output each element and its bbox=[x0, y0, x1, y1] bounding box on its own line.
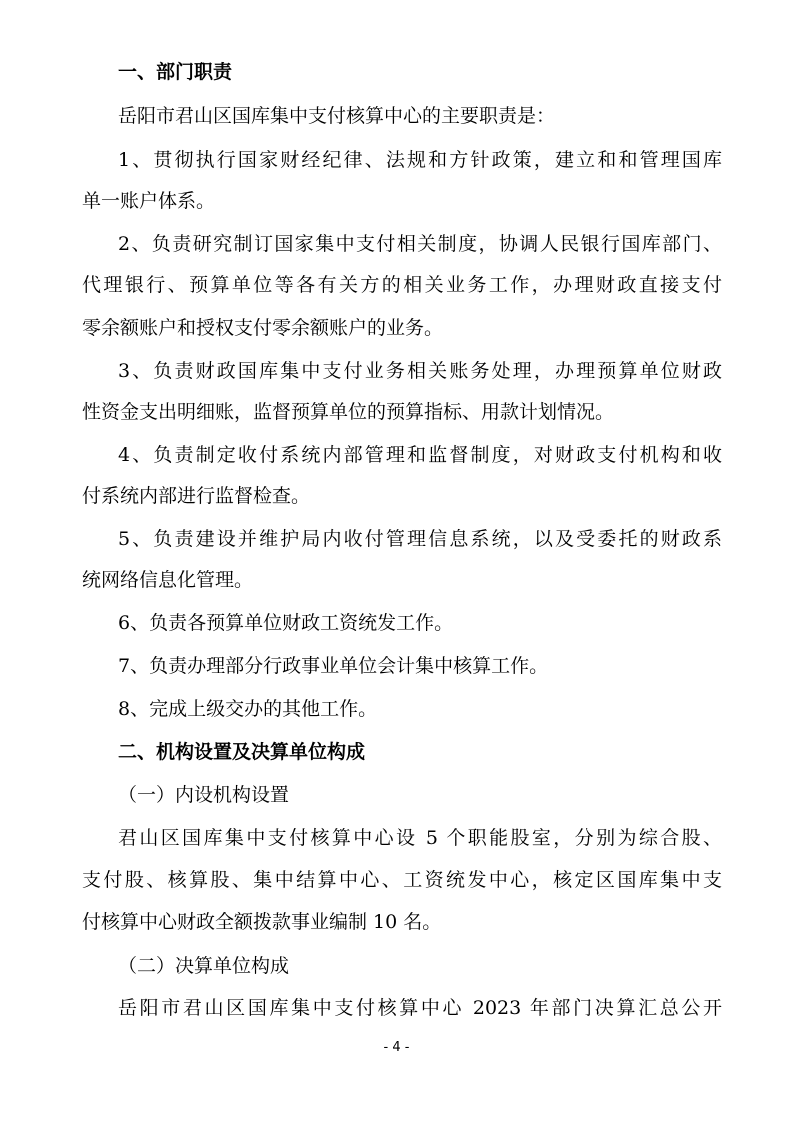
paragraph-line: 付核算中心财政全额拨款事业编制 10 名。 bbox=[82, 911, 442, 933]
paragraph-line: 4、负责制定收付系统内部管理和监督制度，对财政支付机构和收 bbox=[118, 444, 722, 466]
paragraph-line: 5、负责建设并维护局内收付管理信息系统，以及受委托的财政系 bbox=[118, 528, 722, 550]
paragraph-line: 3、负责财政国库集中支付业务相关账务处理，办理预算单位财政 bbox=[118, 360, 722, 382]
subheading-unit-composition: （二）决算单位构成 bbox=[118, 955, 290, 977]
paragraph-line: 君山区国库集中支付核算中心设 5 个职能股室，分别为综合股、 bbox=[118, 827, 722, 849]
paragraph-line: 8、完成上级交办的其他工作。 bbox=[118, 698, 378, 720]
paragraph-line: 岳阳市君山区国库集中支付核算中心的主要职责是： bbox=[118, 105, 556, 127]
subheading-internal-setup: （一）内设机构设置 bbox=[118, 784, 290, 806]
paragraph-line: 7、负责办理部分行政事业单位会计集中核算工作。 bbox=[118, 655, 549, 677]
heading-department-duties: 一、部门职责 bbox=[118, 61, 233, 83]
paragraph-line: 2、负责研究制订国家集中支付相关制度，协调人民银行国库部门、 bbox=[118, 233, 722, 255]
paragraph-line: 付系统内部进行监督检查。 bbox=[82, 485, 311, 507]
paragraph-line: 岳阳市君山区国库集中支付核算中心 2023 年部门决算汇总公开 bbox=[118, 997, 722, 1019]
paragraph-line: 支付股、核算股、集中结算中心、工资统发中心，核定区国库集中支 bbox=[82, 869, 722, 891]
paragraph-line: 零余额账户和授权支付零余额账户的业务。 bbox=[82, 317, 444, 339]
heading-organization-structure: 二、机构设置及决算单位构成 bbox=[118, 741, 366, 763]
paragraph-line: 1、贯彻执行国家财经纪律、法规和方针政策，建立和和管理国库 bbox=[118, 149, 722, 171]
page-number: - 4 - bbox=[383, 1040, 410, 1055]
paragraph-line: 单一账户体系。 bbox=[82, 190, 216, 212]
paragraph-line: 统网络信息化管理。 bbox=[82, 569, 254, 591]
paragraph-line: 性资金支出明细账，监督预算单位的预算指标、用款计划情况。 bbox=[82, 401, 615, 423]
paragraph-line: 6、负责各预算单位财政工资统发工作。 bbox=[118, 612, 454, 634]
paragraph-line: 代理银行、预算单位等各有关方的相关业务工作，办理财政直接支付 bbox=[82, 274, 722, 296]
